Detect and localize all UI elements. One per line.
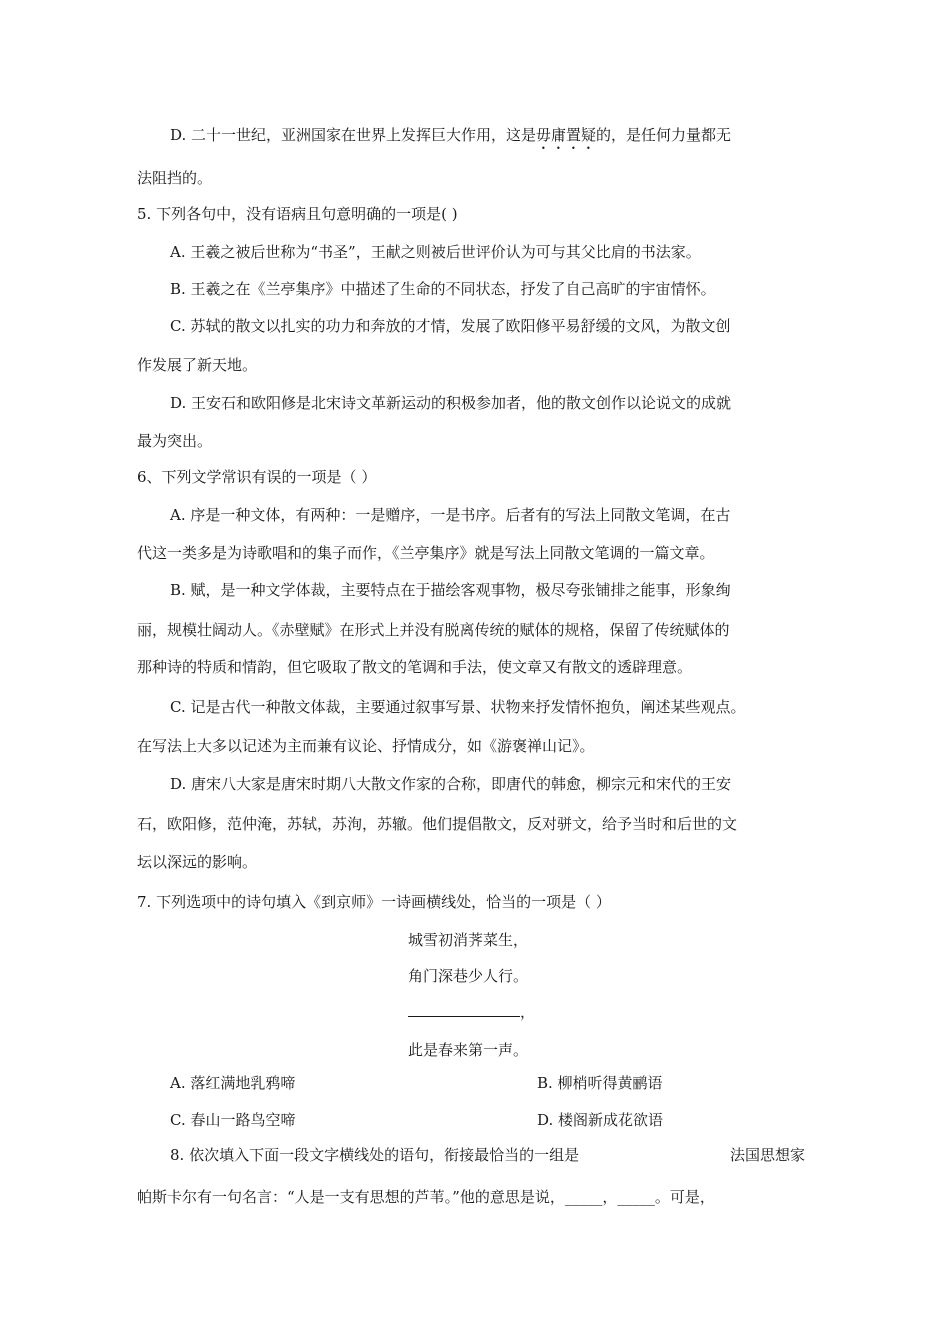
q6-option-a-line2: 代这一类多是为诗歌唱和的集子而作，《兰亭集序》就是写法上同散文笔调的一篇文章。 [137,544,715,562]
q5-option-c-line2: 作发展了新天地。 [137,356,258,374]
q4-d-emphasis: 毋庸置疑 [536,126,597,144]
q7-poem-line3 [408,1002,535,1022]
q7-poem-line1: 城雪初消荠菜生， [408,931,529,949]
q4-option-d-line1 [170,125,731,153]
q5-stem: 5. 下列各句中，没有语病且句意明确的一项是( ) [137,205,458,223]
q6-stem: 6、下列文学常识有误的一项是（ ） [137,468,377,486]
q4-d-text-after: 的，是任何力量都无 [596,126,732,144]
q8-stem-line2: 帕斯卡尔有一句名言：“人是一支有思想的芦苇。”他的意思是说，_____，_____。可是， [137,1188,715,1206]
q6-option-b-line3: 那种诗的特质和情韵，但它吸取了散文的笔调和手法，使文章又有散文的透辟理意。 [137,658,693,676]
q7-poem-comma: ， [520,1003,536,1021]
q4-d-text-before: D. 二十一世纪，亚洲国家在世界上发挥巨大作用，这是 [170,126,537,144]
q7-option-d: D. 楼阁新成花欲语 [537,1111,664,1129]
q6-option-a-line1: A. 序是一种文体，有两种：一是赠序，一是书序。后者有的写法上同散文笔调，在古 [170,506,731,524]
q8-stem-line1-tail: 法国思想家 [730,1146,806,1164]
q4-option-d-line2: 法阻挡的。 [137,169,213,187]
q6-option-d-line1: D. 唐宋八大家是唐宋时期八大散文作家的合称，即唐代的韩愈，柳宗元和宋代的王安 [170,775,732,793]
q6-option-c-line2: 在写法上大多以记述为主而兼有议论、抒情成分，如《游褒禅山记》。 [137,737,595,755]
q7-option-b: B. 柳梢听得黄鹂语 [537,1074,663,1092]
q7-poem-blank [408,1002,520,1017]
q6-option-d-line2: 石，欧阳修，范仲淹，苏轼，苏洵，苏辙。他们提倡散文，反对骈文，给予当时和后世的文 [137,815,738,833]
q5-option-d-line2: 最为突出。 [137,432,213,450]
q7-poem-line2: 角门深巷少人行。 [408,967,529,985]
q7-option-c: C. 春山一路鸟空啼 [170,1111,296,1129]
q8-stem-line1: 8. 依次填入下面一段文字横线处的语句，衔接最恰当的一组是 [170,1146,580,1164]
q7-poem-line4: 此是春来第一声。 [408,1041,529,1059]
q6-option-d-line3: 坛以深远的影响。 [137,853,258,871]
q5-option-b: B. 王羲之在《兰亭集序》中描述了生命的不同状态，抒发了自己高旷的宇宙情怀。 [170,280,716,298]
q6-option-b-line2: 丽，规模壮阔动人。《赤壁赋》在形式上并没有脱离传统的赋体的规格，保留了传统赋体的 [137,621,730,639]
q5-option-c-line1: C. 苏轼的散文以扎实的功力和奔放的才情，发展了欧阳修平易舒缓的文风，为散文创 [170,317,731,335]
q6-option-c-line1: C. 记是古代一种散文体裁，主要通过叙事写景、状物来抒发情怀抱负，阐述某些观点。 [170,698,746,716]
q5-option-d-line1: D. 王安石和欧阳修是北宋诗文革新运动的积极参加者，他的散文创作以论说文的成就 [170,394,732,412]
q6-option-b-line1: B. 赋，是一种文学体裁，主要特点在于描绘客观事物，极尽夸张铺排之能事，形象绚 [170,581,731,599]
q7-option-a: A. 落红满地乳鸦啼 [170,1074,296,1092]
q5-option-a: A. 王羲之被后世称为“书圣”，王献之则被后世评价认为可与其父比肩的书法家。 [170,243,701,261]
q7-stem: 7. 下列选项中的诗句填入《到京师》一诗画横线处，恰当的一项是（ ） [137,893,611,911]
